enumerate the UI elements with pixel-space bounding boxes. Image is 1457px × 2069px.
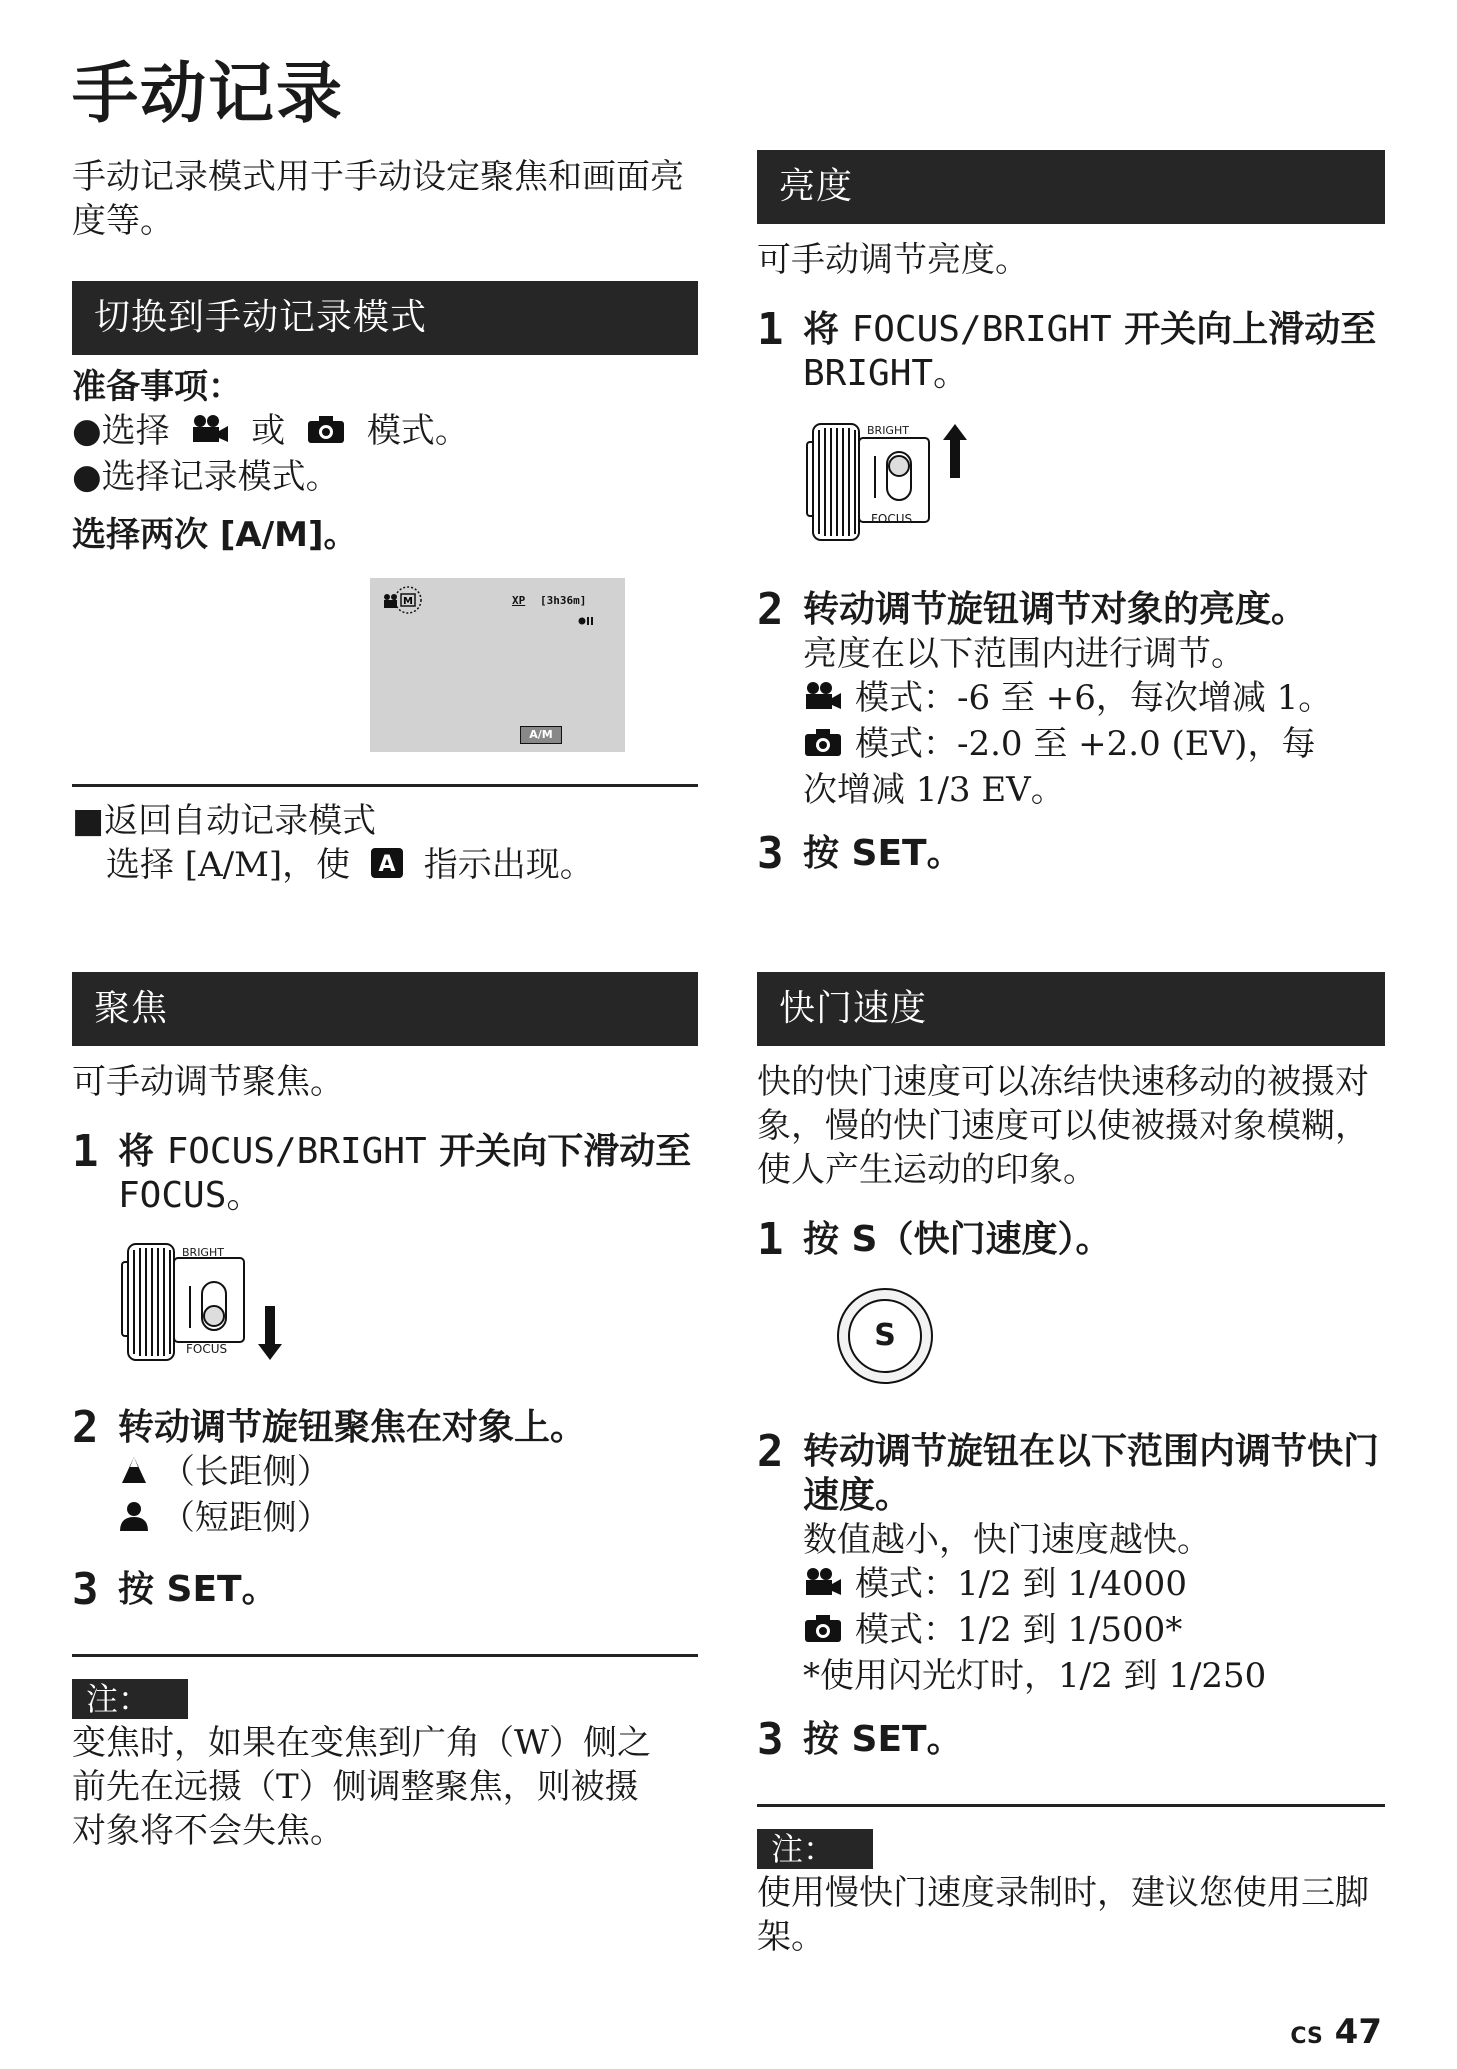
s-button-inner	[848, 1299, 922, 1373]
rec-status-icon	[578, 610, 594, 629]
s-button[interactable]	[837, 1288, 933, 1384]
focus-section	[72, 972, 698, 1853]
focus-near-label: （短距侧）	[160, 1498, 331, 1538]
focus-step-3	[72, 1564, 698, 1615]
camera-mode-icon	[306, 411, 346, 455]
step-number: 3	[72, 1564, 99, 1615]
mountain-far-icon	[118, 1452, 150, 1496]
switch-label-focus: FOCUS	[871, 512, 913, 526]
step1-post: 开关向下滑动至	[439, 1131, 692, 1172]
step2-sub: 亮度在以下范围内进行调节。	[803, 634, 1245, 674]
video-mode-icon	[803, 678, 843, 722]
step1-switch-name: FOCUS/BRIGHT	[166, 1131, 427, 1172]
step2-text: 转动调节旋钮调节对象的亮度。	[803, 589, 1308, 630]
section-heading-brightness: 亮度	[757, 150, 1385, 224]
step-number: 2	[757, 1426, 784, 1477]
brightness-intro: 可手动调节亮度。	[757, 240, 1029, 280]
step2-sub: 数值越小，快门速度越快。	[803, 1520, 1211, 1560]
video-range-line	[803, 676, 1385, 722]
right-column	[757, 150, 1385, 879]
switch-label-bright: BRIGHT	[867, 424, 909, 437]
page-number	[1290, 2012, 1382, 2052]
video-range: 模式：-6 至 +6，每次增减 1。	[855, 678, 1333, 718]
prep-bullet-mode	[72, 409, 698, 455]
bullet1-mid: 或	[251, 411, 286, 451]
section-heading-shutter: 快门速度	[757, 972, 1385, 1046]
focus-step-2	[72, 1402, 698, 1542]
brightness-switch-illustration	[805, 416, 995, 548]
video-mode-icon	[190, 411, 230, 455]
camera-mode-icon	[803, 724, 843, 768]
focus-switch-illustration	[120, 1236, 310, 1368]
video-mode-icon	[803, 1564, 843, 1608]
step3-text: 按 SET。	[118, 1569, 278, 1610]
focus-intro: 可手动调节聚焦。	[72, 1062, 344, 1102]
note-label: 注：	[72, 1679, 188, 1719]
step-number: 1	[72, 1126, 99, 1177]
step1-pre: 将	[803, 309, 840, 350]
person-near-icon	[118, 1498, 150, 1542]
lcd-screen-illustration	[370, 578, 625, 752]
return-auto-title: ■返回自动记录模式	[72, 801, 377, 841]
focus-step-1	[72, 1126, 698, 1218]
page-number-value: 47	[1334, 2012, 1382, 2052]
step2-text: 转动调节旋钮在以下范围内调节快门速度。	[803, 1431, 1380, 1516]
photo-range: 模式：-2.0 至 +2.0 (EV)，每	[855, 724, 1316, 764]
brightness-step-2	[757, 584, 1385, 812]
step-number: 3	[757, 828, 784, 879]
return-auto-block	[72, 784, 698, 889]
photo-range-cont: 次增减 1/3 EV。	[803, 770, 1065, 810]
switch-label-bright: BRIGHT	[182, 1246, 224, 1259]
step1-switch-name: FOCUS/BRIGHT	[851, 309, 1112, 350]
shutter-section	[757, 972, 1385, 1959]
camera-mode-icon	[803, 1610, 843, 1654]
shutter-note-text: 使用慢快门速度录制时，建议您使用三脚架。	[757, 1873, 1369, 1957]
step-number: 2	[757, 584, 784, 635]
video-am-mode-icon	[382, 584, 424, 620]
step3-text: 按 SET。	[803, 833, 963, 874]
step-number: 1	[757, 304, 784, 355]
step2-text: 转动调节旋钮聚焦在对象上。	[118, 1407, 587, 1448]
step1-target: FOCUS。	[118, 1175, 263, 1216]
return-text-post: 指示出现。	[423, 845, 594, 885]
photo-range-line	[803, 722, 1385, 768]
s-button-label: S	[874, 1318, 896, 1353]
prep-bullet-record-mode: ●选择记录模式。	[72, 456, 340, 497]
bullet1-post: 模式。	[366, 411, 469, 451]
step-number: 3	[757, 1714, 784, 1765]
focus-note-text: 变焦时，如果在变焦到广角（W）侧之前先在远摄（T）侧调整聚焦，则被摄对象将不会失焦。	[72, 1723, 651, 1851]
step1-target: BRIGHT。	[803, 353, 970, 394]
step1-text: 按 S（快门速度）。	[803, 1219, 1112, 1260]
focus-far-line	[118, 1450, 698, 1496]
lcd-am-button[interactable]: A/M	[520, 726, 562, 744]
video-range: 模式：1/2 到 1/4000	[855, 1564, 1187, 1604]
brightness-step-1	[757, 304, 1385, 396]
page-prefix: CS	[1290, 2024, 1323, 2049]
divider	[757, 1804, 1385, 1807]
prep-title: 准备事项：	[72, 367, 242, 407]
lcd-quality: XP	[512, 594, 526, 607]
page-title: 手动记录	[72, 55, 344, 132]
section-heading-switch: 切换到手动记录模式	[72, 281, 698, 355]
video-range-line	[803, 1562, 1385, 1608]
step-number: 2	[72, 1402, 99, 1453]
section-heading-focus: 聚焦	[72, 972, 698, 1046]
step-number: 1	[757, 1214, 784, 1265]
focus-far-label: （长距侧）	[160, 1452, 331, 1492]
step1-pre: 将	[118, 1131, 155, 1172]
select-am-instruction: 选择两次 [A/M]。	[72, 514, 358, 555]
photo-range: 模式：1/2 到 1/500*	[855, 1610, 1183, 1650]
shutter-step-2	[757, 1426, 1385, 1698]
intro-text: 手动记录模式用于手动设定聚焦和画面亮度等。	[72, 157, 684, 241]
note-label: 注：	[757, 1829, 873, 1869]
bullet1-pre: ●选择	[72, 411, 170, 451]
step1-post: 开关向上滑动至	[1124, 309, 1377, 350]
shutter-step-3	[757, 1714, 1385, 1765]
svg-text:M: M	[403, 596, 413, 607]
divider	[72, 784, 698, 787]
lcd-remaining-time: [3h36m]	[540, 594, 587, 607]
auto-a-icon	[371, 845, 403, 889]
photo-range-line	[803, 1608, 1385, 1654]
flash-note: *使用闪光灯时，1/2 到 1/250	[803, 1656, 1267, 1696]
brightness-step-3	[757, 828, 1385, 879]
left-column	[72, 155, 698, 557]
shutter-intro: 快的快门速度可以冻结快速移动的被摄对象，慢的快门速度可以使被摄对象模糊，使人产生运动的印象。	[757, 1062, 1369, 1190]
return-text-pre: 选择 [A/M]，使	[106, 845, 351, 885]
return-auto-text	[72, 843, 698, 889]
shutter-step-1	[757, 1214, 1385, 1265]
step3-text: 按 SET。	[803, 1719, 963, 1760]
switch-label-focus: FOCUS	[186, 1342, 228, 1356]
svg-text:A: A	[378, 852, 396, 877]
focus-near-line	[118, 1496, 698, 1542]
divider	[72, 1654, 698, 1657]
